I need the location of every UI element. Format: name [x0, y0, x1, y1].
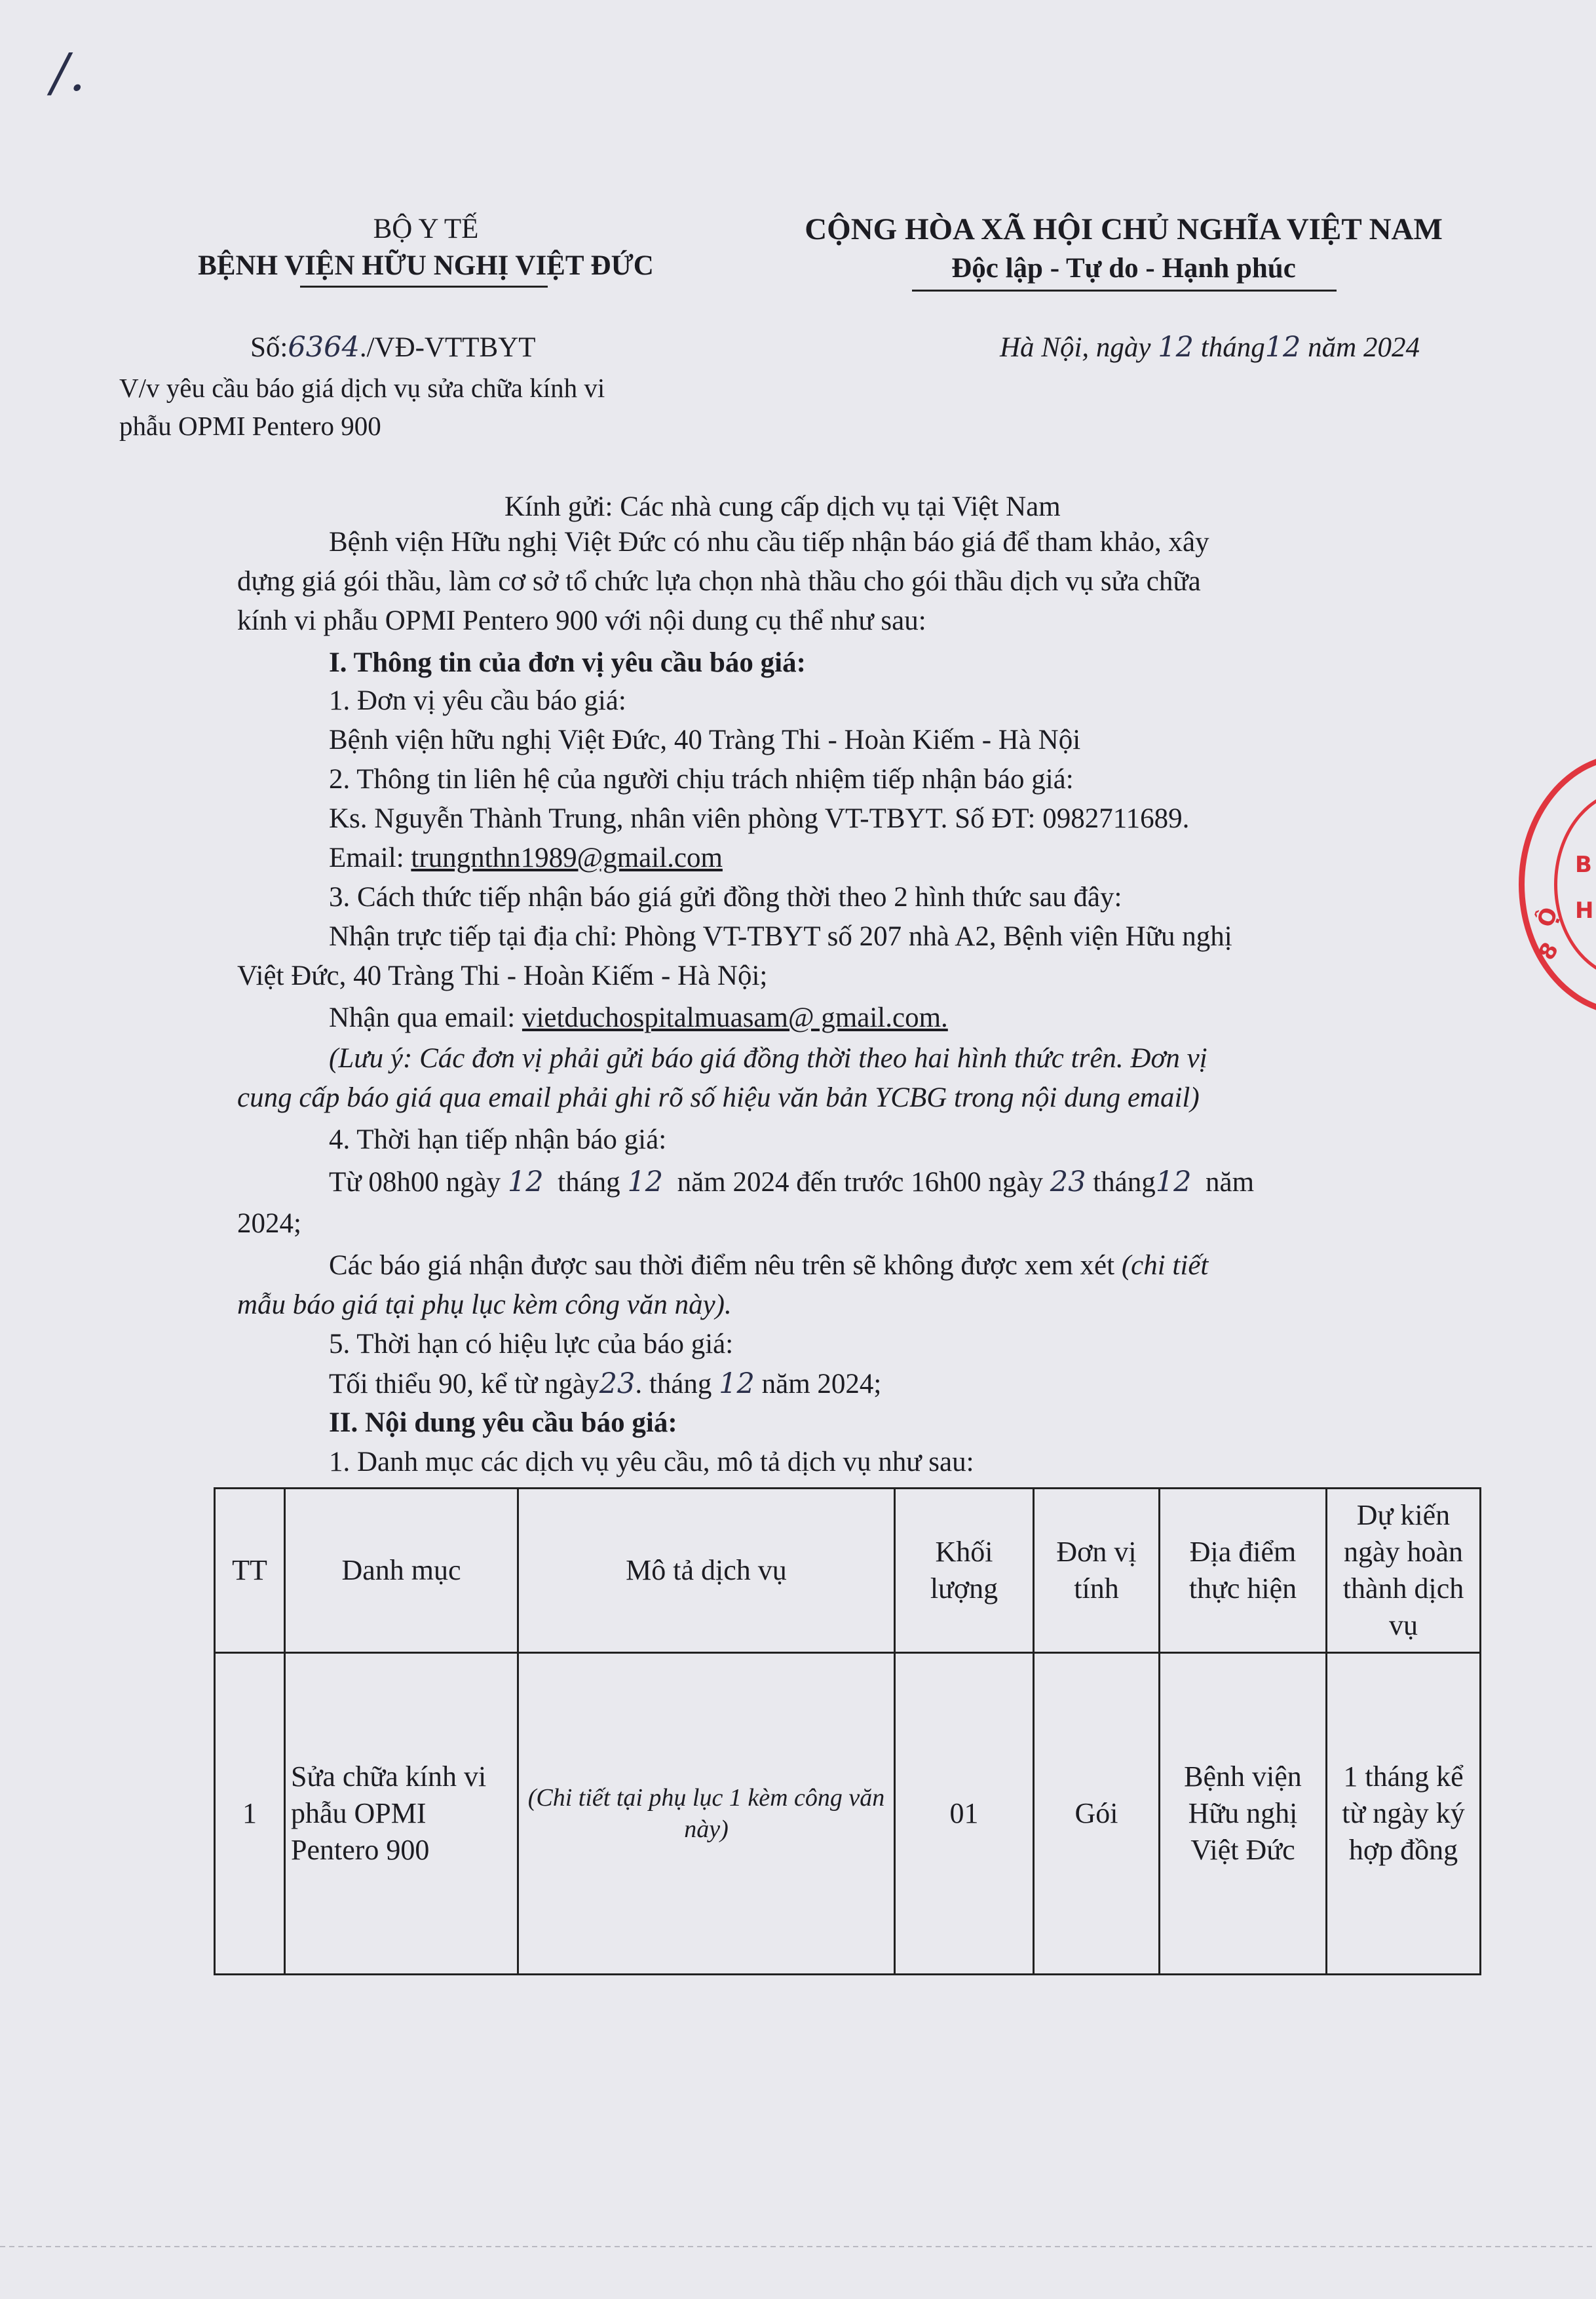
cell-location: Bệnh viện Hữu nghị Việt Đức: [1160, 1653, 1327, 1975]
motto-underline: [912, 290, 1337, 292]
period-year: 2024;: [237, 1208, 301, 1239]
table-header-row: [215, 1489, 1481, 1653]
doc-subject-line-1: V/v yêu cầu báo giá dịch vụ sửa chữa kính vi: [119, 373, 605, 403]
validity-day: 23: [599, 1367, 636, 1400]
nation-title: CỘNG HÒA XÃ HỘI CHỦ NGHĨA VIỆT NAM: [805, 212, 1443, 246]
period-text-b: tháng: [558, 1167, 620, 1198]
section-1-direct-line-1: Nhận trực tiếp tại địa chỉ: Phòng VT-TBYT số 207 nhà A2, Bệnh viện Hữu nghị: [329, 921, 1232, 952]
stamp-char-2: H: [1575, 898, 1594, 924]
late-line-1-italic: (chi tiết: [1121, 1250, 1209, 1281]
section-1-contact: Ks. Nguyễn Thành Trung, nhân viên phòng VT-TBYT. Số ĐT: 0982711689.: [329, 803, 1190, 834]
header-unit: Đơn vị tính: [1034, 1489, 1160, 1653]
receive-email-label: Nhận qua email:: [329, 1002, 522, 1033]
doc-number-handwritten: 6364: [288, 331, 360, 364]
section-1-item-1-label: 1. Đơn vị yêu cầu báo giá:: [329, 685, 626, 716]
intro-line-2: dựng giá gói thầu, làm cơ sở tổ chức lựa chọn nhà thầu cho gói thầu dịch vụ sửa chữa: [237, 566, 1201, 597]
date-year: năm 2024: [1308, 332, 1420, 363]
receive-email-link[interactable]: vietduchospitalmuasam@ gmail.com.: [522, 1002, 948, 1033]
period-text-d: tháng: [1093, 1167, 1156, 1198]
date-day: 12: [1158, 331, 1194, 364]
date-line: [1000, 329, 1420, 366]
section-2-item-1-label: 1. Danh mục các dịch vụ yêu cầu, mô tả dịch vụ như sau:: [329, 1447, 974, 1477]
period-text-c: năm 2024 đến trước 16h00 ngày: [677, 1167, 1044, 1198]
cell-quantity: 01: [895, 1653, 1034, 1975]
section-1-item-4-label: 4. Thời hạn tiếp nhận báo giá:: [329, 1124, 667, 1155]
page-bottom-perforation: [0, 2246, 1596, 2247]
header-location: Địa điểm thực hiện: [1160, 1489, 1327, 1653]
section-1-item-3-label: 3. Cách thức tiếp nhận báo giá gửi đồng thời theo 2 hình thức sau đây:: [329, 882, 1122, 913]
header-completion: Dự kiến ngày hoàn thành dịch vụ: [1327, 1489, 1481, 1653]
ministry-name: BỘ Y TẾ: [373, 214, 479, 244]
late-line-1-text: Các báo giá nhận được sau thời điểm nêu trên sẽ không được xem xét: [329, 1250, 1122, 1281]
header-description: Mô tả dịch vụ: [518, 1489, 895, 1653]
header-tt: TT: [215, 1489, 285, 1653]
stamp-char-3: Ộ: [1532, 903, 1564, 931]
validity-text-b: . tháng: [635, 1369, 712, 1399]
doc-subject-line-2: phẫu OPMI Pentero 900: [119, 411, 381, 441]
late-line-2: mẫu báo giá tại phụ lục kèm công văn này).: [237, 1289, 732, 1320]
header-category: Danh mục: [285, 1489, 518, 1653]
doc-number-prefix: Số:: [250, 332, 288, 363]
greeting: Kính gửi: Các nhà cung cấp dịch vụ tại Việt Nam: [504, 491, 1061, 522]
section-1-email-line: [329, 840, 723, 877]
section-1-item-4-period: [329, 1164, 1254, 1201]
validity-text-a: Tối thiểu 90, kể từ ngày: [329, 1369, 599, 1399]
note-line-2: cung cấp báo giá qua email phải ghi rõ số hiệu văn bản YCBG trong nội dung email): [237, 1082, 1200, 1113]
cell-unit: Gói: [1034, 1653, 1160, 1975]
section-1-item-2-label: 2. Thông tin liên hệ của người chịu trách nhiệm tiếp nhận báo giá:: [329, 764, 1074, 795]
table-row: [215, 1653, 1481, 1975]
stamp-char-1: B: [1575, 852, 1592, 878]
validity-text-c: năm 2024;: [761, 1369, 882, 1399]
cell-description: (Chi tiết tại phụ lục 1 kèm công văn này): [518, 1653, 895, 1975]
note-line-1: (Lưu ý: Các đơn vị phải gửi báo giá đồng thời theo hai hình thức trên. Đơn vị: [329, 1043, 1207, 1074]
contact-email-link[interactable]: trungnthn1989@gmail.com: [411, 843, 723, 873]
section-1-item-1-value: Bệnh viện hữu nghị Việt Đức, 40 Tràng Thi - Hoàn Kiếm - Hà Nội: [329, 725, 1081, 755]
page-mark: /.: [51, 42, 86, 103]
period-day-2: 23: [1050, 1166, 1086, 1198]
period-day-1: 12: [507, 1166, 544, 1198]
header-quantity: Khối lượng: [895, 1489, 1034, 1653]
doc-number-suffix: ./VĐ-VTTBYT: [359, 332, 536, 363]
section-1-direct-line-2: Việt Đức, 40 Tràng Thi - Hoàn Kiếm - Hà Nội;: [237, 960, 768, 991]
cell-tt: 1: [215, 1653, 285, 1975]
intro-line-1: Bệnh viện Hữu nghị Việt Đức có nhu cầu tiếp nhận báo giá để tham khảo, xây: [329, 527, 1209, 558]
section-2-heading: II. Nội dung yêu cầu báo giá:: [329, 1407, 677, 1438]
period-month-1: 12: [627, 1166, 664, 1198]
date-month-label: tháng: [1200, 332, 1265, 363]
period-text-a: Từ 08h00 ngày: [329, 1167, 501, 1198]
date-place: Hà Nội, ngày: [1000, 332, 1151, 363]
section-1-item-5-value: [329, 1365, 881, 1403]
section-1-item-5-label: 5. Thời hạn có hiệu lực của báo giá:: [329, 1329, 734, 1359]
section-1-email-receive: [329, 1000, 948, 1036]
hospital-underline: [300, 286, 548, 288]
cell-completion: 1 tháng kể từ ngày ký hợp đồng: [1327, 1653, 1481, 1975]
doc-number: [250, 329, 536, 366]
intro-line-3: kính vi phẫu OPMI Pentero 900 với nội dung cụ thể như sau:: [237, 605, 926, 636]
service-table: [214, 1487, 1481, 1975]
stamp-char-4: 8: [1533, 938, 1565, 965]
date-month: 12: [1264, 331, 1301, 364]
cell-category: Sửa chữa kính vi phẫu OPMI Pentero 900: [285, 1653, 518, 1975]
period-text-e: năm: [1206, 1167, 1255, 1198]
hospital-name: BỆNH VIỆN HỮU NGHỊ VIỆT ĐỨC: [198, 250, 654, 281]
section-1-heading: I. Thông tin của đơn vị yêu cầu báo giá:: [329, 647, 806, 678]
period-month-2: 12: [1155, 1166, 1192, 1198]
validity-month: 12: [719, 1367, 755, 1400]
nation-motto: Độc lập - Tự do - Hạnh phúc: [951, 253, 1296, 284]
email-label: Email:: [329, 843, 411, 873]
late-line-1: [329, 1247, 1208, 1284]
